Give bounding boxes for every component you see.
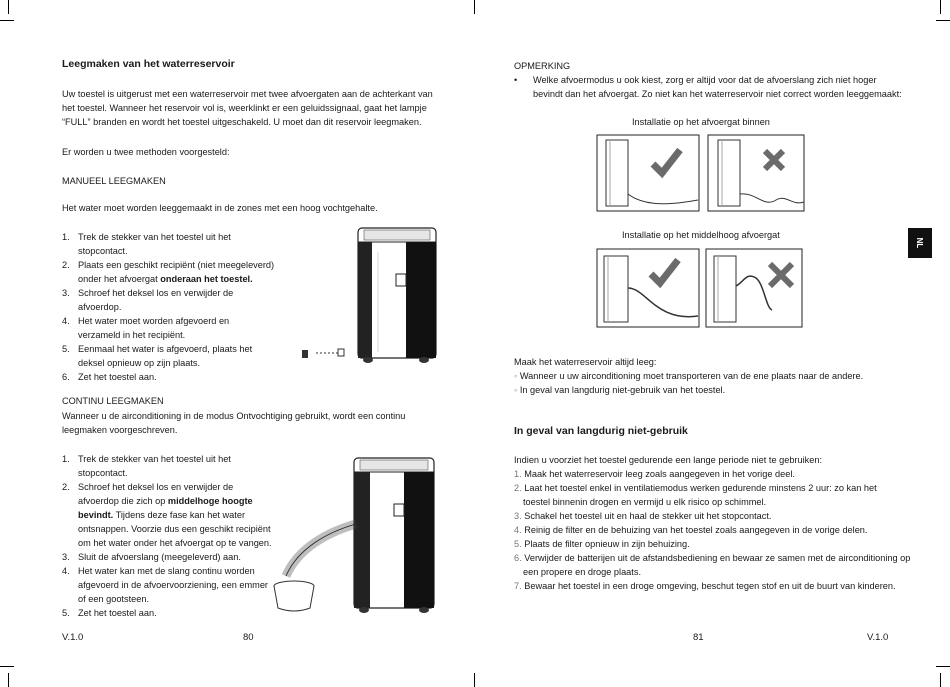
page-number: 81 <box>693 632 704 643</box>
intro-paragraph: Indien u voorziet het toestel gedurende een lange periode niet te gebruiken: <box>514 455 823 465</box>
crop-mark <box>8 673 9 687</box>
page-number: 80 <box>243 632 254 643</box>
air-conditioner-illustration <box>296 222 442 368</box>
always-empty-list <box>514 369 863 397</box>
list-item: 2. Laat het toestel enkel in ventilatiemodus werken gedurende minstens 2 uur: zo kan het toestel binnenin drogen en vermijd u elk risico op schimmel. <box>514 483 877 507</box>
manual-intro: Het water moet worden leeggemaakt in de zones met een hoog vochtgehalte. <box>62 203 378 213</box>
crop-mark <box>474 0 475 14</box>
crop-mark <box>936 20 950 21</box>
caption-middle-drain: Installatie op het middelhoog afvoergat <box>622 230 780 240</box>
version-label: V.1.0 <box>867 632 889 643</box>
methods-text: Er worden u twee methoden voorgesteld: <box>62 147 230 157</box>
section-heading: In geval van langdurig niet-gebruik <box>514 425 688 437</box>
always-empty-text: Maak het waterreservoir altijd leeg: <box>514 357 657 367</box>
inner-drain-diagrams <box>596 134 806 214</box>
list-item: 4. Reinig de filter en de behuizing van het toestel zoals aangegeven in de vorige delen. <box>514 525 868 535</box>
crop-mark <box>936 666 950 667</box>
intro-paragraph: Uw toestel is uitgerust met een waterreservoir met twee afvoergaten aan de achterkant van het toestel. Wanneer het reservoir vol is, weerklinkt er een geluidssignaal, gaat het lampje “FULL” branden en wordt het toestel uitgeschakeld. U moet dan dit reservoir leegmaken. <box>62 89 433 127</box>
section-heading: Leegmaken van het waterreservoir <box>62 58 235 70</box>
list-item: 7. Bewaar het toestel in een droge omgeving, beschut tegen stof en uit de buurt van kinderen. <box>514 581 896 591</box>
middle-drain-diagrams <box>596 248 806 330</box>
crop-mark <box>0 20 14 21</box>
caption-inner-drain: Installatie op het afvoergat binnen <box>632 117 770 127</box>
crop-mark <box>474 673 475 687</box>
manual-title: MANUEEL LEEGMAKEN <box>62 176 166 186</box>
version-label: V.1.0 <box>62 632 84 643</box>
list-item: 6. Verwijder de batterijen uit de afstandsbediening en bewaar ze samen met de airconditioning op een propere en droge plaats. <box>514 553 911 577</box>
crop-mark <box>8 0 9 14</box>
list-item: 3. Schakel het toestel uit en haal de stekker uit het stopcontact. <box>514 511 772 521</box>
note-title: OPMERKING <box>514 61 571 71</box>
list-item: 5. Plaats de filter opnieuw in zijn behuizing. <box>514 539 690 549</box>
list-item: ◦ In geval van langdurig niet-gebruik van het toestel. <box>514 385 726 395</box>
language-tab: NL <box>908 228 932 258</box>
list-item: 1. Maak het waterreservoir leeg zoals aangegeven in het vorige deel. <box>514 469 795 479</box>
continuous-title: CONTINU LEEGMAKEN <box>62 396 164 406</box>
crop-mark <box>940 0 941 14</box>
crop-mark <box>940 673 941 687</box>
air-conditioner-hose-illustration <box>268 452 444 616</box>
crop-mark <box>0 666 14 667</box>
list-item: ◦ Wanneer u uw airconditioning moet transporteren van de ene plaats naar de andere. <box>514 371 864 381</box>
continuous-intro: Wanneer u de airconditioning in de modus Ontvochtiging gebruikt, wordt een continu leegmaken voorgeschreven. <box>62 411 406 435</box>
